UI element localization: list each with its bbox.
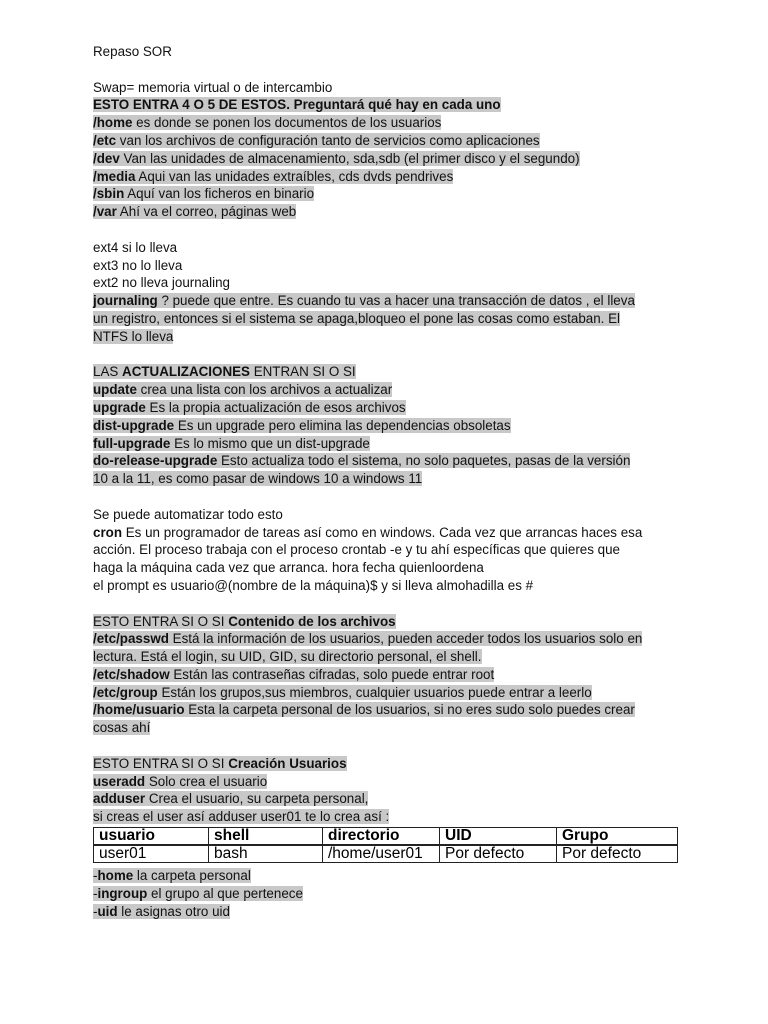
table-cell-uid: Por defecto (440, 845, 557, 863)
updates-heading: LAS ACTUALIZACIONES ENTRAN SI O SI (93, 364, 356, 380)
swap-line: Swap= memoria virtual o de intercambio (93, 79, 333, 95)
file-home-usuario-line-2: cosas ahí (93, 720, 151, 736)
useradd-line: useradd Solo crea el usuario (93, 773, 268, 789)
dir-item-etc: /etc van los archivos de configuración tanto de servicios como aplicaciones (93, 132, 540, 148)
user-table-wrapper (93, 827, 678, 863)
cron-line-1: cron Es un programador de tareas así como en windows. Cada vez que arrancas haces esa (93, 524, 643, 540)
blank-line (93, 221, 683, 239)
update-item-update: update crea una lista con los archivos a actualizar (93, 382, 393, 398)
adduser-example-line: si creas el user así adduser user01 te lo crea así : (93, 809, 390, 825)
journaling-line-1: journaling ? puede que entre. Es cuando tu vas a hacer una transacción de datos , el lleva (93, 293, 635, 309)
table-cell-usuario: user01 (94, 845, 209, 863)
prompt-line: el prompt es usuario@(nombre de la máquina)$ y si lleva almohadilla es # (93, 577, 534, 593)
table-cell-directorio: /home/user01 (323, 845, 440, 863)
table-row (94, 845, 678, 863)
cron-line-2: acción. El proceso trabaja con el proceso crontab -e y tu ahí específicas que quieres que (93, 542, 621, 558)
files-heading: ESTO ENTRA SI O SI Contenido de los archivos (93, 613, 396, 629)
dir-item-dev: /dev Van las unidades de almacenamiento, sda,sdb (el primer disco y el segundo) (93, 150, 580, 166)
dir-item-var: /var Ahí va el correo, páginas web (93, 204, 297, 220)
table-header-uid: UID (440, 828, 557, 846)
table-header-grupo: Grupo (557, 828, 678, 846)
blank-line (93, 61, 683, 79)
blank-line (93, 346, 683, 364)
update-item-full-upgrade: full-upgrade Es lo mismo que un dist-upgrade (93, 435, 370, 451)
fs-ext4: ext4 si lo lleva (93, 239, 178, 255)
update-item-upgrade: upgrade Es la propia actualización de esos archivos (93, 399, 406, 415)
option-ingroup: -ingroup el grupo al que pertenece (93, 885, 303, 901)
option-uid: -uid le asignas otro uid (93, 903, 230, 919)
dir-item-home: /home es donde se ponen los documentos de los usuarios (93, 115, 442, 131)
file-passwd-line-2: lectura. Está el login, su UID, GID, su directorio personal, el shell. (93, 649, 482, 665)
journaling-line-3: NTFS lo lleva (93, 328, 174, 344)
fs-ext3: ext3 no lo lleva (93, 257, 183, 273)
dir-item-sbin: /sbin Aquí van los ficheros en binario (93, 186, 315, 202)
dir-item-media: /media Aqui van las unidades extraíbles, cds dvds pendrives (93, 168, 454, 184)
blank-line (93, 488, 683, 506)
table-header-usuario: usuario (94, 828, 209, 846)
document-title: Repaso SOR (93, 44, 172, 59)
update-item-do-release-upgrade-cont: 10 a la 11, es como pasar de windows 10 a windows 11 (93, 471, 423, 487)
file-group: /etc/group Están los grupos,sus miembros, cualquier usuarios puede entrar a leerlo (93, 684, 592, 700)
fs-ext2: ext2 no lleva journaling (93, 275, 230, 291)
update-item-dist-upgrade: dist-upgrade Es un upgrade pero elimina las dependencias obsoletas (93, 417, 511, 433)
adduser-line: adduser Crea el usuario, su carpeta personal, (93, 791, 369, 807)
cron-line-3: haga la máquina cada vez que arranca. hora fecha quienloordena (93, 560, 484, 576)
option-home: -home la carpeta personal (93, 868, 251, 884)
table-cell-grupo: Por defecto (557, 845, 678, 863)
table-header-directorio: directorio (323, 828, 440, 846)
cron-intro: Se puede automatizar todo esto (93, 506, 283, 522)
document-body (93, 43, 683, 920)
dirs-heading: ESTO ENTRA 4 O 5 DE ESTOS. Preguntará qué hay en cada uno (93, 97, 501, 113)
blank-line (93, 737, 683, 755)
table-header-shell: shell (209, 828, 323, 846)
user-table (93, 827, 678, 863)
file-passwd-line-1: /etc/passwd Está la información de los usuarios, pueden acceder todos los usuarios solo en (93, 631, 643, 647)
users-heading: ESTO ENTRA SI O SI Creación Usuarios (93, 755, 347, 771)
table-header-row (94, 828, 678, 846)
blank-line (93, 595, 683, 613)
journaling-line-2: un registro, entonces si el sistema se apaga,bloqueo el pone las cosas como estaban. El (93, 310, 621, 326)
file-shadow: /etc/shadow Están las contraseñas cifradas, solo puede entrar root (93, 666, 495, 682)
file-home-usuario-line-1: /home/usuario Esta la carpeta personal de los usuarios, si no eres sudo solo puedes crear (93, 702, 635, 718)
update-item-do-release-upgrade: do-release-upgrade Esto actualiza todo el sistema, no solo paquetes, pasas de la versión (93, 453, 631, 469)
table-cell-shell: bash (209, 845, 323, 863)
